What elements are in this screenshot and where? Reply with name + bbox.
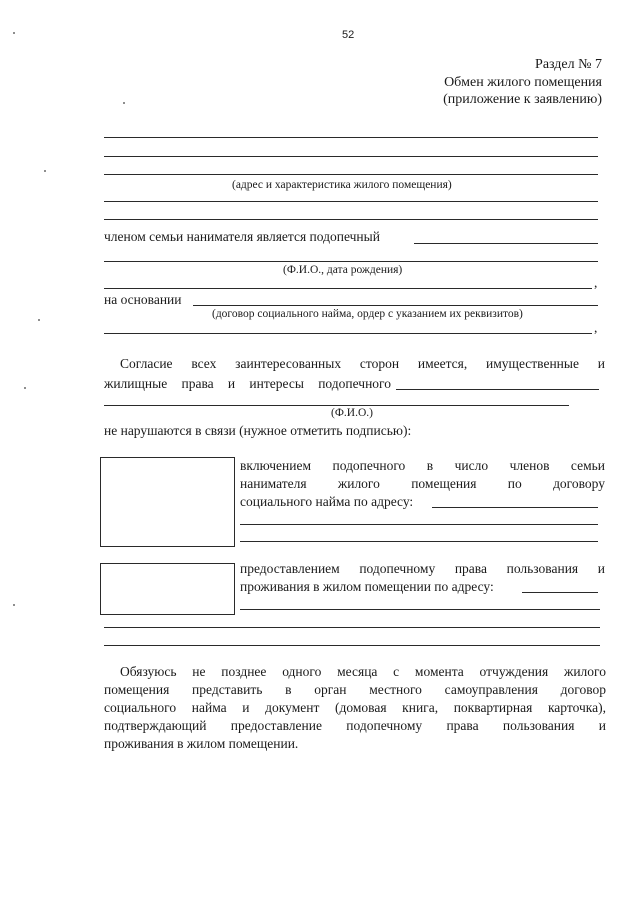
signature-box-2[interactable] [100,563,235,615]
scan-speck [44,170,46,172]
address-line-3[interactable] [104,174,598,175]
option1-line-3: социального найма по адресу: [240,494,414,509]
section-label: Раздел № 7 [535,57,602,72]
fio-birth-caption: (Ф.И.О., дата рождения) [283,264,403,276]
address-line-4[interactable] [104,201,598,202]
option2-address-line-4[interactable] [104,645,600,646]
consent-line-3: не нарушаются в связи (нужное отметить подписью): [104,423,412,438]
address-caption: (адрес и характеристика жилого помещения) [232,179,452,191]
obligation-line-3: социального найма и документ (домовая книга, поквартирная карточка), [104,700,606,715]
basis-field[interactable] [193,305,598,306]
option2-address-line-2[interactable] [240,609,600,610]
consent-line-1: Согласие всех заинтересованных сторон имеется, имущественные и [120,356,605,371]
basis-line-2[interactable] [104,333,592,334]
option2-address-line-3[interactable] [104,627,600,628]
scan-speck [123,102,125,104]
ward-name-field[interactable] [396,389,599,390]
section-title: Обмен жилого помещения [444,75,602,90]
scan-speck [13,32,15,34]
fio-caption: (Ф.И.О.) [331,407,373,419]
ward-name-line-2[interactable] [104,405,569,406]
address-line-5[interactable] [104,219,598,220]
consent-line-2: жилищные права и интересы подопечного [104,376,391,391]
option2-line-2: проживания в жилом помещении по адресу: [240,579,494,594]
obligation-line-1: Обязуюсь не позднее одного месяца с момента отчуждения жилого [120,664,606,679]
option1-address-line-2[interactable] [240,524,598,525]
basis-label: на основании [104,292,182,307]
family-member-field[interactable] [414,243,598,244]
option2-address-field[interactable] [522,592,598,593]
option1-line-1: включением подопечного в число членов семьи [240,458,605,473]
comma-2: , [594,320,598,335]
scan-speck [13,604,15,606]
page-number: 52 [342,29,355,41]
obligation-line-4: подтверждающий предоставление подопечному права пользования и [104,718,606,733]
address-line-2[interactable] [104,156,598,157]
option2-line-1: предоставлением подопечному права пользования и [240,561,605,576]
family-member-line-3[interactable] [104,288,592,289]
address-line-1[interactable] [104,137,598,138]
scan-speck [24,387,26,389]
option1-line-2: нанимателя жилого помещения по договору [240,476,605,491]
section-subtitle: (приложение к заявлению) [443,92,602,107]
family-member-line-2[interactable] [104,261,598,262]
option1-address-line-3[interactable] [240,541,598,542]
signature-box-1[interactable] [100,457,235,547]
contract-caption: (договор социального найма, ордер с указанием их реквизитов) [212,308,523,320]
scan-speck [38,319,40,321]
obligation-line-2: помещения представить в орган местного самоуправления договор [104,682,606,697]
obligation-line-5: проживания в жилом помещении. [104,736,299,751]
family-member-label: членом семьи нанимателя является подопечный [104,229,380,244]
comma-1: , [594,275,598,290]
option1-address-field[interactable] [432,507,598,508]
